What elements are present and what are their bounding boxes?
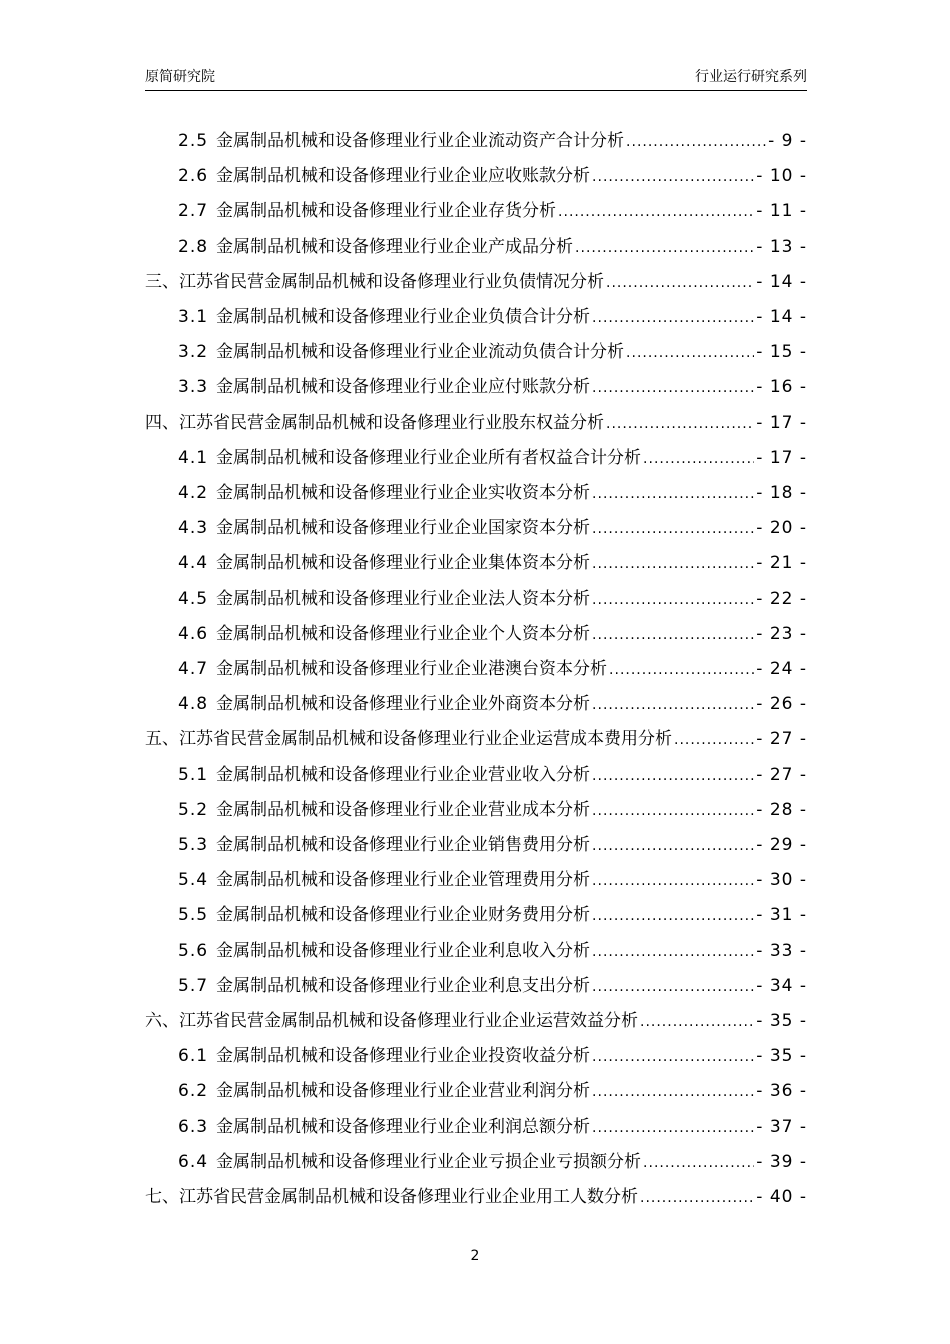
toc-dot-leader [592, 833, 754, 859]
toc-entry-title: 金属制品机械和设备修理业行业企业财务费用分析 [216, 905, 591, 926]
toc-entry-number: 6.2 [178, 1081, 209, 1102]
toc-entry-title: 金属制品机械和设备修理业行业企业所有者权益合计分析 [216, 447, 642, 468]
toc-entry-page: - 17 - [756, 412, 807, 433]
toc-dot-leader [575, 235, 754, 261]
toc-entry-page: - 27 - [756, 729, 807, 750]
toc-entry-title: 金属制品机械和设备修理业行业企业法人资本分析 [216, 588, 591, 609]
toc-section-entry[interactable] [178, 1114, 807, 1140]
toc-entry-number: 5.3 [178, 835, 209, 855]
toc-entry-number: 5.5 [178, 905, 209, 926]
toc-entry-page: - 20 - [756, 518, 807, 539]
toc-section-entry[interactable] [178, 621, 807, 647]
toc-entry-page: - 33 - [756, 940, 807, 961]
toc-entry-page: - 18 - [756, 483, 807, 503]
toc-section-entry[interactable] [178, 586, 807, 612]
toc-entry-title: 金属制品机械和设备修理业行业企业管理费用分析 [216, 870, 591, 891]
toc-chapter-entry[interactable] [145, 1184, 807, 1210]
toc-entry-page: - 40 - [756, 1187, 807, 1207]
toc-entry-title: 金属制品机械和设备修理业行业企业营业利润分析 [216, 1081, 591, 1102]
toc-section-entry[interactable] [178, 973, 807, 999]
toc-entry-number: 5.7 [178, 975, 209, 996]
toc-dot-leader [606, 411, 754, 437]
toc-entry-number: 4.1 [178, 447, 209, 468]
toc-entry-number: 5.4 [178, 870, 209, 891]
toc-entry-number: 3.3 [178, 377, 209, 398]
toc-entry-page: - 35 - [756, 1046, 807, 1067]
toc-section-entry[interactable] [178, 691, 807, 717]
toc-entry-number: 4.8 [178, 694, 209, 715]
toc-entry-number: 2.6 [178, 166, 209, 187]
toc-entry-title: 金属制品机械和设备修理业行业企业港澳台资本分析 [216, 659, 608, 679]
toc-section-entry[interactable] [178, 867, 807, 893]
toc-section-entry[interactable] [178, 198, 807, 224]
toc-entry-page: - 28 - [756, 799, 807, 820]
toc-dot-leader [592, 1079, 754, 1105]
toc-entry-number: 4.2 [178, 483, 209, 503]
toc-entry-page: - 31 - [756, 905, 807, 926]
toc-entry-number: 2.8 [178, 236, 209, 257]
toc-entry-page: - 13 - [756, 236, 807, 257]
toc-entry-title: 金属制品机械和设备修理业行业企业应付账款分析 [216, 377, 591, 398]
toc-section-entry[interactable] [178, 656, 807, 682]
toc-dot-leader [640, 1009, 754, 1035]
toc-dot-leader [640, 1185, 754, 1211]
toc-section-entry[interactable] [178, 515, 807, 541]
toc-entry-page: - 14 - [756, 271, 807, 292]
toc-dot-leader [626, 340, 754, 366]
toc-dot-leader [592, 587, 754, 613]
toc-entry-title: 金属制品机械和设备修理业行业企业外商资本分析 [216, 694, 591, 715]
toc-entry-number: 4.4 [178, 553, 209, 574]
toc-section-entry[interactable] [178, 339, 807, 365]
toc-section-entry[interactable] [178, 1043, 807, 1069]
toc-entry-title: 七、江苏省民营金属制品机械和设备修理业行业企业用工人数分析 [145, 1187, 638, 1207]
header-organization: 原简研究院 [145, 69, 215, 85]
toc-entry-number: 4.7 [178, 659, 209, 679]
toc-section-entry[interactable] [178, 1149, 807, 1175]
toc-dot-leader [592, 1115, 754, 1141]
toc-dot-leader [674, 727, 754, 753]
toc-section-entry[interactable] [178, 938, 807, 964]
toc-entry-title: 金属制品机械和设备修理业行业企业利息支出分析 [216, 975, 591, 996]
toc-entry-title: 金属制品机械和设备修理业行业企业产成品分析 [216, 236, 574, 257]
toc-entry-number: 6.3 [178, 1116, 209, 1137]
toc-dot-leader [643, 446, 754, 472]
toc-dot-leader [592, 481, 754, 507]
toc-entry-number: 2.5 [178, 131, 209, 151]
toc-dot-leader [609, 657, 754, 683]
toc-chapter-entry[interactable] [145, 1008, 807, 1034]
toc-entry-title: 三、江苏省民营金属制品机械和设备修理业行业负债情况分析 [145, 271, 604, 292]
toc-entry-page: - 10 - [756, 166, 807, 187]
toc-entry-title: 四、江苏省民营金属制品机械和设备修理业行业股东权益分析 [145, 412, 604, 433]
header-series-title: 行业运行研究系列 [695, 69, 807, 85]
toc-section-entry[interactable] [178, 374, 807, 400]
toc-chapter-entry[interactable] [145, 726, 807, 752]
toc-entry-page: - 14 - [756, 307, 807, 327]
toc-dot-leader [592, 305, 754, 331]
toc-entry-title: 金属制品机械和设备修理业行业企业亏损企业亏损额分析 [216, 1151, 642, 1172]
toc-dot-leader [592, 868, 754, 894]
toc-entry-number: 4.3 [178, 518, 209, 539]
toc-dot-leader [592, 692, 754, 718]
toc-dot-leader [592, 551, 754, 577]
toc-dot-leader [592, 939, 754, 965]
toc-entry-number: 2.7 [178, 201, 209, 222]
toc-section-entry[interactable] [178, 832, 807, 858]
toc-dot-leader [592, 903, 754, 929]
toc-entry-title: 金属制品机械和设备修理业行业企业负债合计分析 [216, 307, 591, 327]
toc-entry-number: 5.2 [178, 799, 209, 820]
toc-entry-number: 5.6 [178, 940, 209, 961]
toc-entry-page: - 37 - [756, 1116, 807, 1137]
toc-entry-page: - 36 - [756, 1081, 807, 1102]
toc-entry-title: 金属制品机械和设备修理业行业企业国家资本分析 [216, 518, 591, 539]
toc-entry-page: - 35 - [756, 1011, 807, 1031]
toc-section-entry[interactable] [178, 234, 807, 260]
toc-entry-title: 金属制品机械和设备修理业行业企业个人资本分析 [216, 623, 591, 644]
toc-chapter-entry[interactable] [145, 269, 807, 295]
toc-entry-page: - 9 - [768, 131, 807, 151]
toc-entry-page: - 34 - [756, 975, 807, 996]
toc-entry-title: 金属制品机械和设备修理业行业企业实收资本分析 [216, 483, 591, 503]
toc-entry-title: 五、江苏省民营金属制品机械和设备修理业行业企业运营成本费用分析 [145, 729, 672, 750]
toc-entry-page: - 21 - [756, 553, 807, 574]
toc-entry-number: 6.1 [178, 1046, 209, 1067]
toc-entry-number: 6.4 [178, 1151, 209, 1172]
toc-dot-leader [643, 1150, 754, 1176]
toc-section-entry[interactable] [178, 128, 807, 154]
toc-entry-page: - 16 - [756, 377, 807, 398]
toc-entry-page: - 15 - [756, 342, 807, 363]
toc-section-entry[interactable] [178, 550, 807, 576]
toc-dot-leader [592, 164, 754, 190]
toc-dot-leader [592, 974, 754, 1000]
toc-section-entry[interactable] [178, 797, 807, 823]
toc-dot-leader [592, 516, 754, 542]
toc-entry-page: - 23 - [756, 623, 807, 644]
toc-entry-title: 六、江苏省民营金属制品机械和设备修理业行业企业运营效益分析 [145, 1011, 638, 1031]
toc-section-entry[interactable] [178, 163, 807, 189]
toc-entry-title: 金属制品机械和设备修理业行业企业流动资产合计分析 [216, 131, 625, 151]
toc-entry-page: - 29 - [756, 835, 807, 855]
toc-entry-title: 金属制品机械和设备修理业行业企业投资收益分析 [216, 1046, 591, 1067]
toc-dot-leader [626, 129, 766, 155]
toc-entry-page: - 26 - [756, 694, 807, 715]
toc-section-entry[interactable] [178, 445, 807, 471]
toc-entry-page: - 17 - [756, 447, 807, 468]
toc-dot-leader [606, 270, 754, 296]
toc-section-entry[interactable] [178, 1078, 807, 1104]
toc-entry-title: 金属制品机械和设备修理业行业企业流动负债合计分析 [216, 342, 625, 363]
toc-dot-leader [592, 763, 754, 789]
toc-entry-page: - 39 - [756, 1151, 807, 1172]
toc-entry-title: 金属制品机械和设备修理业行业企业利润总额分析 [216, 1116, 591, 1137]
toc-entry-number: 5.1 [178, 764, 209, 785]
page-header [145, 66, 807, 91]
toc-entry-page: - 27 - [756, 764, 807, 785]
toc-entry-title: 金属制品机械和设备修理业行业企业销售费用分析 [216, 835, 591, 855]
toc-entry-title: 金属制品机械和设备修理业行业企业集体资本分析 [216, 553, 591, 574]
toc-section-entry[interactable] [178, 762, 807, 788]
toc-section-entry[interactable] [178, 902, 807, 928]
toc-section-entry[interactable] [178, 304, 807, 330]
toc-entry-title: 金属制品机械和设备修理业行业企业利息收入分析 [216, 940, 591, 961]
toc-entry-page: - 24 - [756, 659, 807, 679]
toc-dot-leader [592, 1044, 754, 1070]
page-number: 2 [470, 1248, 480, 1264]
toc-entry-number: 3.1 [178, 307, 209, 327]
toc-entry-title: 金属制品机械和设备修理业行业企业应收账款分析 [216, 166, 591, 187]
toc-entry-title: 金属制品机械和设备修理业行业企业营业成本分析 [216, 799, 591, 820]
toc-dot-leader [558, 199, 754, 225]
toc-entry-number: 3.2 [178, 342, 209, 363]
toc-entry-title: 金属制品机械和设备修理业行业企业存货分析 [216, 201, 557, 222]
toc-dot-leader [592, 375, 754, 401]
toc-entry-title: 金属制品机械和设备修理业行业企业营业收入分析 [216, 764, 591, 785]
toc-dot-leader [592, 798, 754, 824]
toc-entry-page: - 11 - [756, 201, 807, 222]
toc-entry-page: - 30 - [756, 870, 807, 891]
toc-dot-leader [592, 622, 754, 648]
toc-entry-number: 4.6 [178, 623, 209, 644]
toc-entry-page: - 22 - [756, 588, 807, 609]
toc-section-entry[interactable] [178, 480, 807, 506]
toc-entry-number: 4.5 [178, 588, 209, 609]
toc-chapter-entry[interactable] [145, 410, 807, 436]
